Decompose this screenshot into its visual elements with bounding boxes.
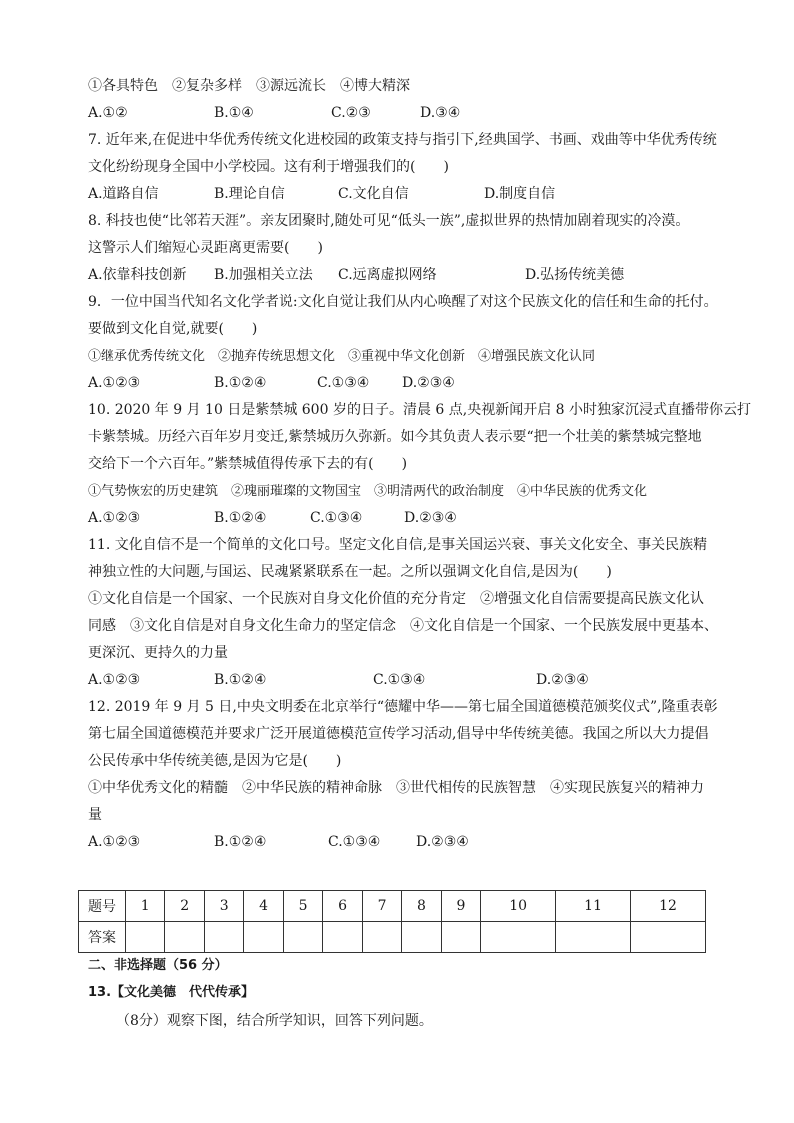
q10-option-b[interactable]: B.①②④ — [214, 510, 267, 526]
q11-option-d[interactable]: D.②③④ — [536, 672, 589, 688]
q11-option-c[interactable]: C.①③④ — [373, 672, 426, 688]
answer-cell[interactable] — [402, 922, 441, 953]
question-number-cell: 11 — [556, 891, 631, 922]
q6-options — [88, 100, 708, 127]
question-number-cell: 10 — [481, 891, 556, 922]
section-2-title: 二、非选择题（56 分） — [88, 958, 228, 973]
q13-instruction: （8分）观察下图，结合所学知识，回答下列问题。 — [116, 1013, 433, 1029]
q9-options — [88, 370, 708, 397]
q8-option-d[interactable]: D.弘扬传统美德 — [525, 267, 625, 283]
q6-option-a[interactable]: A.①② — [88, 105, 128, 121]
answer-table-number-row — [79, 891, 706, 922]
q10-option-a[interactable]: A.①②③ — [88, 510, 141, 526]
q9-option-d[interactable]: D.②③④ — [402, 375, 455, 391]
q10-stem-line-2: 卡紫禁城。历经六百年岁月变迁,紫禁城历久弥新。如今其负责人表示要“把一个壮美的紫禁城完整地 — [88, 429, 702, 445]
q7-option-d[interactable]: D.制度自信 — [484, 186, 556, 202]
q9-stem-line-1: 9．一位中国当代知名文化学者说:文化自觉让我们从内心唤醒了对这个民族文化的信任和生命的托付。 — [88, 294, 718, 310]
answer-cell[interactable] — [556, 922, 631, 953]
q11-stem-line-4: 同感 ③文化自信是对自身文化生命力的坚定信念 ④文化自信是一个国家、一个民族发展中更基本、 — [88, 618, 718, 634]
answer-cell[interactable] — [283, 922, 322, 953]
question-number-cell: 8 — [402, 891, 441, 922]
question-number-cell: 4 — [244, 891, 283, 922]
q12-stem-line-5: 量 — [88, 807, 102, 823]
q9-option-b[interactable]: B.①②④ — [214, 375, 267, 391]
q12-option-b[interactable]: B.①②④ — [214, 834, 267, 850]
q11-stem-line-1: 11. 文化自信不是一个简单的文化口号。坚定文化自信,是事关国运兴衰、事关文化安全、事关民族精 — [88, 537, 708, 553]
q9-statements: ①继承优秀传统文化 ②抛弃传统思想文化 ③重视中华文化创新 ④增强民族文化认同 — [88, 349, 596, 364]
q7-option-c[interactable]: C.文化自信 — [338, 186, 409, 202]
q11-options — [88, 667, 708, 694]
q7-option-a[interactable]: A.道路自信 — [88, 186, 159, 202]
q6-statements: ①各具特色 ②复杂多样 ③源远流长 ④博大精深 — [88, 78, 410, 94]
q12-option-a[interactable]: A.①②③ — [88, 834, 141, 850]
answer-label: 答案 — [79, 922, 126, 953]
question-number-cell: 1 — [126, 891, 165, 922]
question-number-cell: 2 — [165, 891, 204, 922]
q12-stem-line-3: 公民传承中华传统美德,是因为它是( ) — [88, 753, 342, 769]
q9-option-a[interactable]: A.①②③ — [88, 375, 141, 391]
question-number-cell: 6 — [323, 891, 362, 922]
q10-options — [88, 505, 708, 532]
answer-cell[interactable] — [441, 922, 480, 953]
question-number-cell: 7 — [362, 891, 401, 922]
q7-options — [88, 181, 708, 208]
q7-stem-line-1: 7. 近年来,在促进中华优秀传统文化进校园的政策支持与指引下,经典国学、书画、戏曲等中华优秀传统 — [88, 132, 717, 148]
q11-stem-line-3: ①文化自信是一个国家、一个民族对自身文化价值的充分肯定 ②增强文化自信需要提高民族文化认 — [88, 591, 704, 607]
q8-option-b[interactable]: B.加强相关立法 — [214, 267, 313, 283]
question-number-cell: 12 — [631, 891, 706, 922]
q12-options — [88, 829, 708, 856]
answer-cell[interactable] — [204, 922, 243, 953]
q11-option-b[interactable]: B.①②④ — [214, 672, 267, 688]
q7-stem-line-2: 文化纷纷现身全国中小学校园。这有利于增强我们的( ) — [88, 159, 449, 175]
q13-title: 13.【文化美德 代代传承】 — [88, 985, 255, 1000]
q12-stem-line-1: 12. 2019 年 9 月 5 日,中央文明委在北京举行“德耀中华——第七届全国道德模范颁奖仪式”,隆重表彰 — [88, 699, 718, 715]
q10-stem-line-1: 10. 2020 年 9 月 10 日是紫禁城 600 岁的日子。清晨 6 点,央视新闻开启 8 小时独家沉浸式直播带你云打 — [88, 402, 752, 418]
q10-stem-line-3: 交给下一个六百年。”紫禁城值得传承下去的有( ) — [88, 456, 408, 472]
answer-cell[interactable] — [126, 922, 165, 953]
q12-option-c[interactable]: C.①③④ — [328, 834, 381, 850]
answer-table — [78, 890, 706, 953]
answer-cell[interactable] — [244, 922, 283, 953]
q11-option-a[interactable]: A.①②③ — [88, 672, 141, 688]
q7-option-b[interactable]: B.理论自信 — [214, 186, 285, 202]
q10-statements: ①气势恢宏的历史建筑 ②瑰丽璀璨的文物国宝 ③明清两代的政治制度 ④中华民族的优秀文化 — [88, 484, 648, 499]
question-number-cell: 3 — [204, 891, 243, 922]
q12-stem-line-2: 第七届全国道德模范并要求广泛开展道德模范宣传学习活动,倡导中华传统美德。我国之所以大力提倡 — [88, 726, 709, 742]
q11-stem-line-2: 神独立性的大问题,与国运、民魂紧紧联系在一起。之所以强调文化自信,是因为( ) — [88, 564, 612, 580]
question-number-label: 题号 — [79, 891, 126, 922]
question-number-cell: 9 — [441, 891, 480, 922]
q12-stem-line-4: ①中华优秀文化的精髓 ②中华民族的精神命脉 ③世代相传的民族智慧 ④实现民族复兴的精神力 — [88, 780, 704, 796]
question-number-cell: 5 — [283, 891, 322, 922]
answer-cell[interactable] — [165, 922, 204, 953]
q6-option-d[interactable]: D.③④ — [420, 105, 461, 121]
q12-option-d[interactable]: D.②③④ — [416, 834, 469, 850]
answer-cell[interactable] — [481, 922, 556, 953]
answer-table-answer-row — [79, 922, 706, 953]
q6-option-b[interactable]: B.①④ — [214, 105, 254, 121]
answer-cell[interactable] — [362, 922, 401, 953]
q8-options — [88, 262, 708, 289]
answer-cell[interactable] — [631, 922, 706, 953]
q10-option-d[interactable]: D.②③④ — [404, 510, 457, 526]
answer-cell[interactable] — [323, 922, 362, 953]
q8-option-c[interactable]: C.远离虚拟网络 — [338, 267, 437, 283]
q9-stem-line-2: 要做到文化自觉,就要( ) — [88, 321, 258, 337]
q10-option-c[interactable]: C.①③④ — [310, 510, 363, 526]
q9-option-c[interactable]: C.①③④ — [317, 375, 370, 391]
q6-option-c[interactable]: C.②③ — [331, 105, 371, 121]
q8-stem-line-2: 这警示人们缩短心灵距离更需要( ) — [88, 240, 323, 256]
q11-stem-line-5: 更深沉、更持久的力量 — [88, 645, 228, 661]
q8-option-a[interactable]: A.依靠科技创新 — [88, 267, 187, 283]
q8-stem-line-1: 8. 科技也使“比邻若天涯”。亲友团聚时,随处可见“低头一族”,虚拟世界的热情加剧着现实的冷漠。 — [88, 213, 690, 229]
